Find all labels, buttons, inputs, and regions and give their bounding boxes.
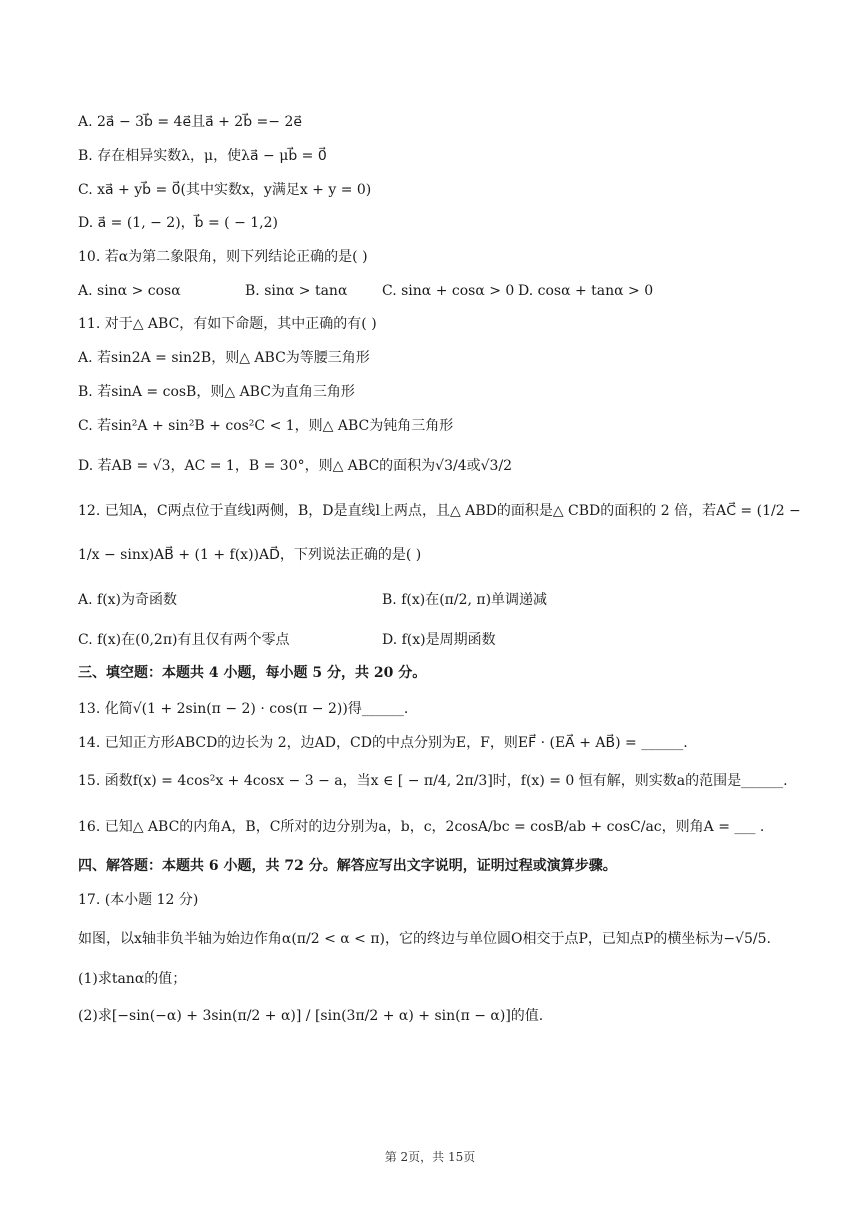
q9-option-d: D. a⃗ = (1, − 2)，b⃗ = ( − 1,2) [78,215,278,231]
q12-option-b: B. f(x)在(π/2, π)单调递减 [382,592,548,608]
q12-stem-line1: 12. 已知A，C两点位于直线l两侧，B，D是直线l上两点，且△ ABD的面积是△ CBD的面积的 2 倍，若AC⃗ = (1/2 − [78,503,801,519]
q11-option-c: C. 若sin²A + sin²B + cos²C < 1，则△ ABC为钝角三角形 [78,418,454,434]
q10-option-a: A. sinα > cosα [78,283,181,299]
q9-option-b: B. 存在相异实数λ，μ，使λa⃗ − μb⃗ = 0⃗ [78,148,327,164]
q12-option-c: C. f(x)在(0,2π)有且仅有两个零点 [78,632,290,648]
page-footer: 第 2页，共 15页 [384,1150,476,1164]
q10-stem: 10. 若α为第二象限角，则下列结论正确的是( ) [78,249,368,265]
q12-option-a: A. f(x)为奇函数 [78,592,178,608]
q10-option-d: D. cosα + tanα > 0 [518,283,654,299]
q15: 15. 函数f(x) = 4cos²x + 4cosx − 3 − a，当x ∈ [ − π/4, 2π/3]时，f(x) = 0 恒有解，则实数a的范围是______. [78,773,788,789]
q11-stem: 11. 对于△ ABC，有如下命题，其中正确的有( ) [78,316,377,332]
section3-heading: 三、填空题：本题共 4 小题，每小题 5 分，共 20 分。 [78,665,427,681]
q9-option-a: A. 2a⃗ − 3b⃗ = 4e⃗且a⃗ + 2b⃗ =− 2e⃗ [78,114,302,130]
q9-option-c: C. xa⃗ + yb⃗ = 0⃗(其中实数x，y满足x + y = 0) [78,182,372,198]
q17-stem: 如图，以x轴非负半轴为始边作角α(π/2 < α < π)，它的终边与单位圆O相交于点P，已知点P的横坐标为−√5/5. [78,931,771,947]
q10-option-b: B. sinα > tanα [245,283,348,299]
q10-option-c: C. sinα + cosα > 0 [382,283,515,299]
q14: 14. 已知正方形ABCD的边长为 2，边AD，CD的中点分别为E，F，则EF⃗ · (EA⃗ + AB⃗) = ______. [78,735,688,751]
q11-option-a: A. 若sin2A = sin2B，则△ ABC为等腰三角形 [78,350,370,366]
q17-part1: (1)求tanα的值； [78,971,187,987]
q17-part2: (2)求[−sin(−α) + 3sin(π/2 + α)] / [sin(3π/2 + α) + sin(π − α)]的值. [78,1008,544,1024]
q12-option-d: D. f(x)是周期函数 [382,632,496,648]
q12-stem-line2: 1/x − sinx)AB⃗ + (1 + f(x))AD⃗，下列说法正确的是( ) [78,547,422,563]
q13: 13. 化简√(1 + 2sin(π − 2) · cos(π − 2))得______. [78,701,409,717]
q11-option-b: B. 若sinA = cosB，则△ ABC为直角三角形 [78,384,355,400]
section4-heading: 四、解答题：本题共 6 小题，共 72 分。解答应写出文字说明，证明过程或演算步骤。 [78,858,617,874]
q17-title: 17. (本小题 12 分) [78,892,199,908]
q16: 16. 已知△ ABC的内角A，B，C所对的边分别为a，b，c，2cosA/bc = cosB/ab + cosC/ac，则角A = ___ . [78,819,765,835]
q11-option-d: D. 若AB = √3，AC = 1，B = 30°，则△ ABC的面积为√3/4或√3/2 [78,458,513,474]
